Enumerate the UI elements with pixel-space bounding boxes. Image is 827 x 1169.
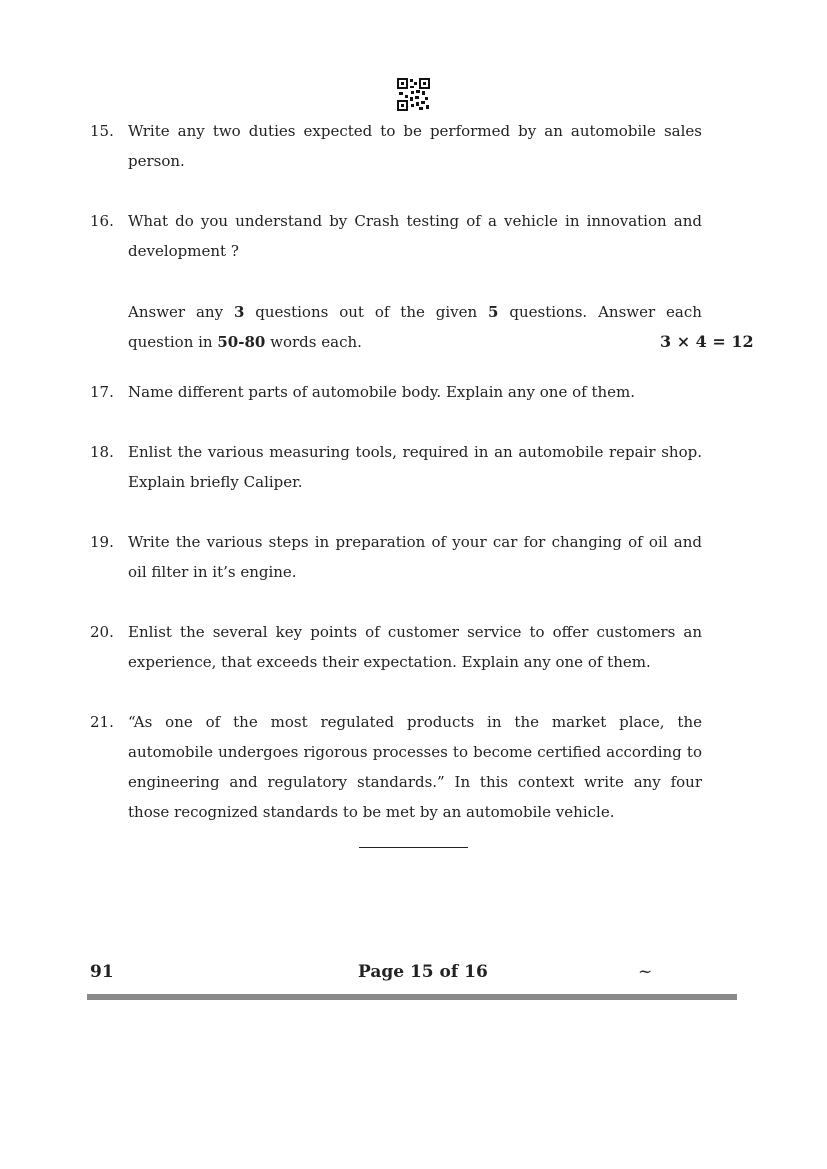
question-number: 21. [90, 713, 114, 731]
question-text: Write the various steps in preparation of your car for changing of oil and oil filter in it’s engine. [128, 533, 702, 581]
instruction-word-limit: 50-80 [217, 333, 266, 351]
question-text: What do you understand by Crash testing of a vehicle in innovation and development ? [128, 212, 702, 260]
question-number: 18. [90, 443, 114, 461]
instruction-count: 3 [233, 303, 245, 321]
question-21 [90, 707, 702, 827]
instruction-text: Answer any [128, 303, 224, 321]
question-16 [90, 206, 702, 266]
question-19 [90, 527, 702, 587]
question-text: “As one of the most regulated products in the market place, the automobile undergoes rigorous processes to become certified according to engineering and regulatory standards.” In this context write any four those recognized standards to be met by an automobile vehicle. [128, 713, 702, 821]
question-text: Enlist the various measuring tools, required in an automobile repair shop. Explain briefly Caliper. [128, 443, 702, 491]
question-17 [90, 377, 702, 407]
page-number: Page 15 of 16 [358, 962, 488, 982]
paper-code: 91 [90, 962, 114, 982]
question-18 [90, 437, 702, 497]
instruction-text: words each. [270, 333, 362, 351]
question-text: Write any two duties expected to be performed by an automobile sales person. [128, 122, 702, 170]
qr-code-icon [397, 78, 430, 111]
section-instruction [128, 297, 702, 357]
section-marks: 3 × 4 = 12 [660, 332, 754, 351]
question-number: 17. [90, 383, 114, 401]
end-divider [359, 847, 468, 848]
question-number: 19. [90, 533, 114, 551]
question-number: 16. [90, 212, 114, 230]
question-20 [90, 617, 702, 677]
footer-bar [87, 994, 737, 1000]
footer-tilde: ~ [638, 962, 653, 982]
question-text: Enlist the several key points of customer service to offer customers an experience, that exceeds their expectation. Explain any one of them. [128, 623, 702, 671]
instruction-total: 5 [488, 303, 499, 321]
instruction-text: questions out of the given [255, 303, 478, 321]
question-text: Name different parts of automobile body. Explain any one of them. [128, 383, 636, 401]
question-number: 15. [90, 122, 114, 140]
instruction-text: questions. Answer each question in [128, 303, 702, 351]
question-15 [90, 116, 702, 176]
question-number: 20. [90, 623, 114, 641]
